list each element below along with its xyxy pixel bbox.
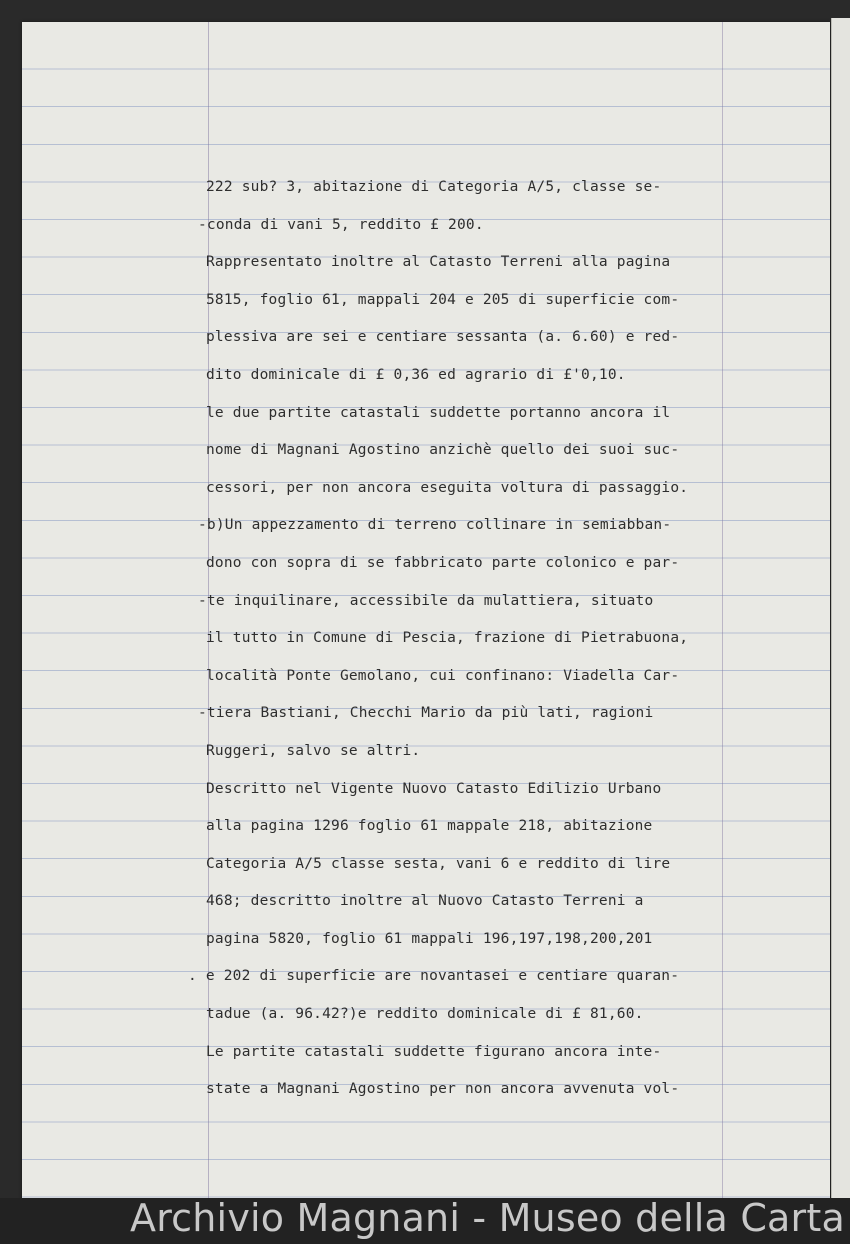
text-line: Ruggeri, salvo se altri. [206, 742, 421, 759]
text-line: -tiera Bastiani, Checchi Mario da più lati, ragioni [198, 705, 654, 722]
text-line: Le partite catastali suddette figurano ancora inte- [206, 1043, 662, 1060]
text-line: Rappresentato inoltre al Catasto Terreni alla pagina [206, 254, 671, 271]
archive-watermark: Archivio Magnani - Museo della Carta [130, 1196, 845, 1240]
text-line: Categoria A/5 classe sesta, vani 6 e reddito di lire [206, 855, 671, 872]
text-line: -b)Un appezzamento di terreno collinare in semiabban- [198, 517, 672, 534]
text-line: 5815, foglio 61, mappali 204 e 205 di superficie com- [206, 291, 680, 308]
text-line: località Ponte Gemolano, cui confinano: Viadella Car- [206, 667, 680, 684]
text-line: tadue (a. 96.42?)e reddito dominicale di £ 81,60. [206, 1006, 644, 1023]
text-line: -te inquilinare, accessibile da mulattiera, situato [198, 592, 654, 609]
text-line: Descritto nel Vigente Nuovo Catasto Edilizio Urbano [206, 780, 662, 797]
text-line: 222 sub? 3, abitazione di Categoria A/5, classe se- [206, 179, 662, 195]
text-line: -conda di vani 5, reddito £ 200. [198, 216, 484, 233]
text-line: dito dominicale di £ 0,36 ed agrario di £'0,10. [206, 366, 626, 383]
text-line: state a Magnani Agostino per non ancora avvenuta vol- [206, 1081, 680, 1098]
text-line: alla pagina 1296 foglio 61 mappale 218, abitazione [206, 818, 653, 835]
next-page-edge [831, 18, 850, 1228]
text-line: 468; descritto inoltre al Nuovo Catasto Terreni a [206, 893, 644, 910]
text-line: cessori, per non ancora eseguita voltura di passaggio. [206, 479, 689, 496]
text-line: le due partite catastali suddette portanno ancora il [206, 404, 671, 421]
text-line: . e 202 di superficie are novantasei e centiare quaran- [188, 968, 680, 985]
text-line: dono con sopra di se fabbricato parte colonico e par- [206, 554, 680, 571]
text-line: pagina 5820, foglio 61 mappali 196,197,198,200,201 [206, 930, 653, 947]
text-line: plessiva are sei e centiare sessanta (a. 6.60) e red- [206, 329, 680, 346]
text-line: nome di Magnani Agostino anzichè quello dei suoi suc- [206, 442, 680, 459]
typed-text-block [188, 170, 766, 1110]
text-line: il tutto in Comune di Pescia, frazione di Pietrabuona, [206, 630, 689, 647]
